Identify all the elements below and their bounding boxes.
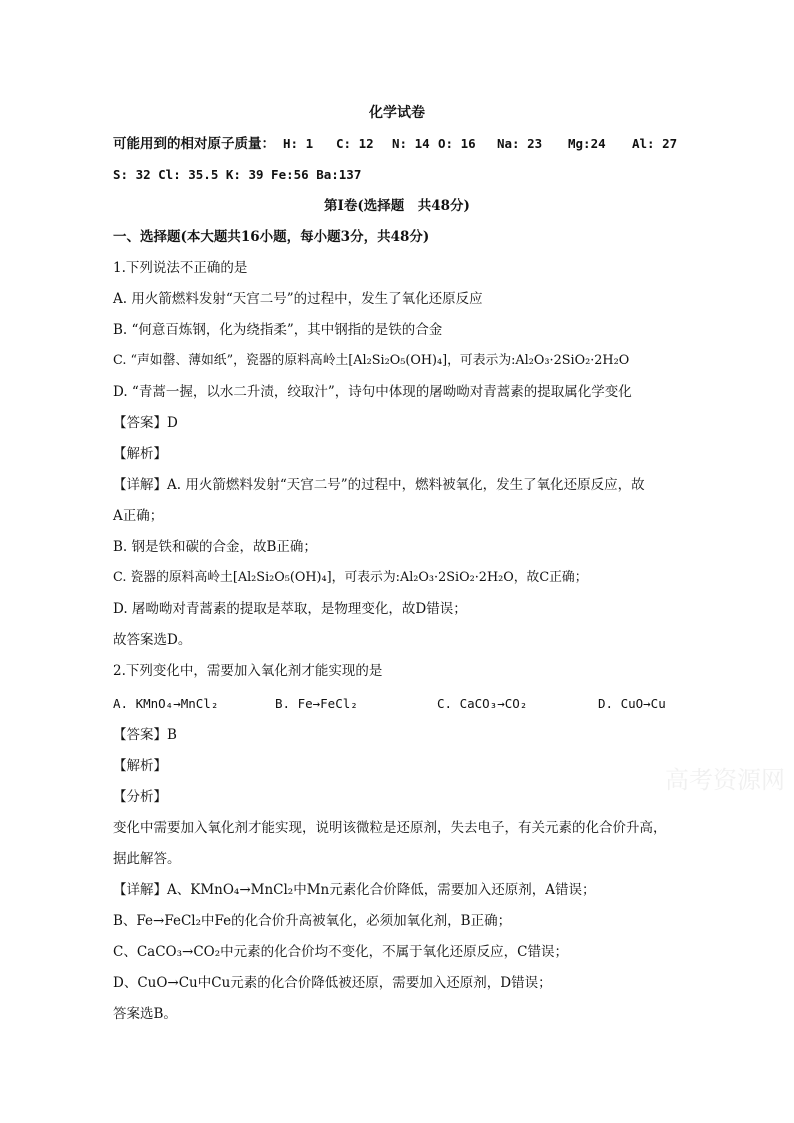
- section-title: 第Ⅰ卷(选择题 共48分): [324, 198, 470, 214]
- q1-option-a: A. 用火箭燃料发射“天宫二号”的过程中，发生了氧化还原反应: [113, 291, 483, 307]
- q2-detail-c: C、CaCO₃→CO₂中元素的化合价均不变化，不属于氧化还原反应，C错误；: [113, 944, 568, 960]
- mass-o: O: 16: [438, 136, 476, 151]
- q1-answer: 【答案】D: [113, 415, 178, 431]
- q2-option-d: D. CuO→Cu: [598, 696, 666, 711]
- q1-detail-2: B. 钢是铁和碳的合金，故B正确；: [113, 539, 317, 555]
- q1-detail-1b: A正确；: [113, 508, 164, 524]
- q2-stem: 2.下列变化中，需要加入氧化剂才能实现的是: [113, 663, 383, 679]
- mass-n: N: 14: [392, 136, 430, 151]
- q1-detail-1: 【详解】A. 用火箭燃料发射“天宫二号”的过程中，燃料被氧化，发生了氧化还原反应，故: [113, 477, 645, 493]
- part-title: 一、选择题(本大题共16小题，每小题3分，共48分): [113, 229, 430, 245]
- mass-mg: Mg:24: [568, 136, 606, 151]
- q2-detail-b: B、Fe→FeCl₂中Fe的化合价升高被氧化，必须加氧化剂，B正确；: [113, 913, 512, 929]
- q1-option-b: B. “何意百炼钢，化为绕指柔”，其中钢指的是铁的合金: [113, 322, 443, 338]
- q2-option-c: C. CaCO₃→CO₂: [437, 696, 528, 711]
- q2-analysis-label: 【解析】: [113, 758, 167, 774]
- q2-fenxi-text-1: 变化中需要加入氧化剂才能实现，说明该微粒是还原剂，失去电子，有关元素的化合价升高，: [113, 820, 667, 836]
- q2-conclusion: 答案选B。: [113, 1006, 177, 1022]
- q1-stem: 1.下列说法不正确的是: [113, 260, 248, 276]
- q1-option-c: C. “声如罄、薄如纸”，瓷器的原料高岭土[Al₂Si₂O₅(OH)₄]，可表示为:Al₂O₃·2SiO₂·2H₂O: [113, 353, 630, 368]
- q2-detail-a: 【详解】A、KMnO₄→MnCl₂中Mn元素化合价降低，需要加入还原剂，A错误；: [113, 882, 596, 898]
- q1-analysis-label: 【解析】: [113, 446, 167, 462]
- atomic-masses-row2: S: 32 Cl: 35.5 K: 39 Fe:56 Ba:137: [113, 167, 362, 182]
- atomic-masses-label: 可能用到的相对原子质量：: [113, 136, 275, 152]
- q1-detail-4: D. 屠呦呦对青蒿素的提取是萃取，是物理变化，故D错误；: [113, 601, 467, 617]
- mass-h: H: 1: [283, 136, 314, 151]
- q1-conclusion: 故答案选D。: [113, 632, 192, 648]
- q2-answer: 【答案】B: [113, 727, 177, 743]
- mass-na: Na: 23: [497, 136, 543, 151]
- q1-detail-3: C. 瓷器的原料高岭土[Al₂Si₂O₅(OH)₄]，可表示为:Al₂O₃·2SiO₂·2H₂O，故C正确；: [113, 570, 588, 585]
- q2-fenxi-label: 【分析】: [113, 789, 167, 805]
- watermark: 高考资源网: [665, 766, 785, 794]
- mass-al: Al: 27: [632, 136, 678, 151]
- q2-option-b: B. Fe→FeCl₂: [275, 696, 358, 711]
- q2-fenxi-text-2: 据此解答。: [113, 851, 181, 867]
- q2-option-a: A. KMnO₄→MnCl₂: [113, 696, 219, 711]
- q2-detail-d: D、CuO→Cu中Cu元素的化合价降低被还原，需要加入还原剂，D错误；: [113, 975, 552, 991]
- q1-option-d: D. “青蒿一握，以水二升渍，绞取汁”，诗句中体现的屠呦呦对青蒿素的提取属化学变化: [113, 384, 632, 400]
- page-title: 化学试卷: [369, 105, 425, 121]
- mass-c: C: 12: [336, 136, 374, 151]
